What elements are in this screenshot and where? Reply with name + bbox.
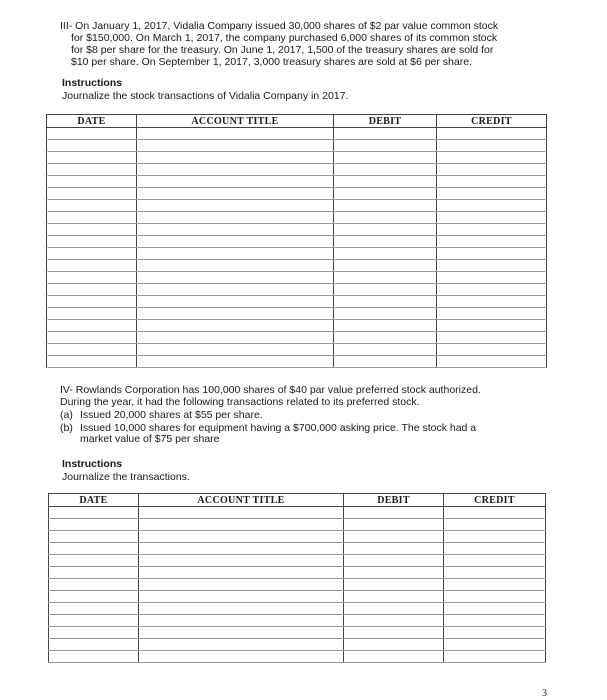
journal-row xyxy=(47,140,547,152)
debit-cell[interactable] xyxy=(334,212,437,224)
transaction-b-marker: (b) xyxy=(60,421,73,434)
journal-row xyxy=(47,176,547,188)
journal-row xyxy=(47,320,547,332)
account-title-cell[interactable] xyxy=(137,224,334,236)
journal-row xyxy=(47,248,547,260)
debit-cell[interactable] xyxy=(344,627,444,639)
journal-row xyxy=(47,296,547,308)
credit-cell[interactable] xyxy=(437,236,547,248)
transaction-a-marker: (a) xyxy=(60,409,73,421)
journal-table-2 xyxy=(48,493,546,663)
journal-row xyxy=(47,308,547,320)
debit-cell[interactable] xyxy=(334,308,437,320)
date-cell[interactable] xyxy=(49,507,139,519)
journal-row xyxy=(47,236,547,248)
problem-3-line-2: for $150,000. On March 1, 2017, the company purchased 6,000 shares of its common stock xyxy=(71,32,498,44)
journal-row xyxy=(49,639,546,651)
journal-row xyxy=(49,519,546,531)
problem-3-line-4: $10 per share. On September 1, 2017, 3,000 treasury shares are sold at $6 per share. xyxy=(71,56,472,68)
problem-4-instructions-label: Instructions xyxy=(62,458,123,470)
account-title-cell[interactable] xyxy=(137,152,334,164)
account-title-cell[interactable] xyxy=(139,579,344,591)
credit-cell[interactable] xyxy=(437,260,547,272)
problem-3-instructions-label: Instructions xyxy=(62,77,123,89)
problem-3-line-1: III- On January 1, 2017, Vidalia Company issued 30,000 shares of $2 par value common stock xyxy=(60,20,499,32)
date-cell[interactable] xyxy=(47,320,137,332)
credit-cell[interactable] xyxy=(437,284,547,296)
credit-cell[interactable] xyxy=(444,579,546,591)
credit-cell[interactable] xyxy=(437,272,547,284)
problem-3-line-3: for $8 per share for the treasury. On June 1, 2017, 1,500 of the treasury shares are sold for xyxy=(71,44,494,56)
debit-cell[interactable] xyxy=(344,567,444,579)
debit-cell[interactable] xyxy=(334,164,437,176)
date-cell[interactable] xyxy=(49,567,139,579)
journal-row xyxy=(49,555,546,567)
account-title-cell[interactable] xyxy=(137,296,334,308)
debit-cell[interactable] xyxy=(344,507,444,519)
debit-cell[interactable] xyxy=(334,200,437,212)
journal-row xyxy=(47,212,547,224)
credit-cell[interactable] xyxy=(444,531,546,543)
journal-row xyxy=(49,531,546,543)
problem-4-line-1: IV- Rowlands Corporation has 100,000 shares of $40 par value preferred stock authorized. xyxy=(60,384,481,396)
date-cell[interactable] xyxy=(47,224,137,236)
debit-cell[interactable] xyxy=(344,543,444,555)
debit-cell[interactable] xyxy=(334,140,437,152)
credit-cell[interactable] xyxy=(444,639,546,651)
debit-cell[interactable] xyxy=(334,236,437,248)
date-cell[interactable] xyxy=(47,332,137,344)
debit-header: DEBIT xyxy=(334,115,437,128)
date-cell[interactable] xyxy=(49,543,139,555)
account-title-cell[interactable] xyxy=(137,284,334,296)
date-cell[interactable] xyxy=(49,651,139,663)
account-title-cell[interactable] xyxy=(137,356,334,368)
credit-cell[interactable] xyxy=(444,627,546,639)
problem-3-instructions-text: Journalize the stock transactions of Vidalia Company in 2017. xyxy=(62,90,349,102)
journal-table-2-header xyxy=(49,494,546,507)
account-title-cell[interactable] xyxy=(139,555,344,567)
debit-cell[interactable] xyxy=(334,248,437,260)
account-title-cell[interactable] xyxy=(139,651,344,663)
problem-4-line-2: During the year, it had the following transactions related to its preferred stock. xyxy=(60,396,420,408)
journal-row xyxy=(49,507,546,519)
debit-cell[interactable] xyxy=(334,296,437,308)
account-title-cell[interactable] xyxy=(139,543,344,555)
credit-cell[interactable] xyxy=(437,224,547,236)
journal-table-1-body xyxy=(47,128,547,368)
account-title-cell[interactable] xyxy=(137,200,334,212)
journal-table-2-body xyxy=(49,507,546,663)
problem-4-text xyxy=(60,384,580,408)
journal-row xyxy=(47,356,547,368)
credit-cell[interactable] xyxy=(444,507,546,519)
account-title-cell[interactable] xyxy=(139,603,344,615)
journal-row xyxy=(47,128,547,140)
date-cell[interactable] xyxy=(49,579,139,591)
date-cell[interactable] xyxy=(47,236,137,248)
date-cell[interactable] xyxy=(49,627,139,639)
transaction-a xyxy=(60,410,510,422)
date-cell[interactable] xyxy=(47,284,137,296)
debit-cell[interactable] xyxy=(344,579,444,591)
debit-cell[interactable] xyxy=(344,519,444,531)
journal-row xyxy=(47,332,547,344)
credit-cell[interactable] xyxy=(437,356,547,368)
date-cell[interactable] xyxy=(47,152,137,164)
journal-row xyxy=(49,567,546,579)
date-header: DATE xyxy=(49,494,139,507)
debit-cell[interactable] xyxy=(334,272,437,284)
debit-cell[interactable] xyxy=(344,603,444,615)
credit-cell[interactable] xyxy=(444,543,546,555)
date-cell[interactable] xyxy=(47,140,137,152)
account-title-cell[interactable] xyxy=(139,567,344,579)
account-title-cell[interactable] xyxy=(137,260,334,272)
journal-table-1 xyxy=(46,114,547,368)
date-cell[interactable] xyxy=(47,260,137,272)
credit-cell[interactable] xyxy=(437,176,547,188)
date-cell[interactable] xyxy=(47,308,137,320)
credit-cell[interactable] xyxy=(437,188,547,200)
credit-cell[interactable] xyxy=(444,555,546,567)
page-number: 3 xyxy=(542,688,547,699)
account-title-cell[interactable] xyxy=(137,332,334,344)
journal-row xyxy=(49,579,546,591)
debit-cell[interactable] xyxy=(334,320,437,332)
journal-row xyxy=(47,272,547,284)
credit-cell[interactable] xyxy=(444,651,546,663)
date-cell[interactable] xyxy=(47,212,137,224)
journal-row xyxy=(47,164,547,176)
problem-3-text xyxy=(60,20,560,68)
transaction-b xyxy=(60,423,510,446)
debit-cell[interactable] xyxy=(344,591,444,603)
account-title-cell[interactable] xyxy=(137,248,334,260)
debit-cell[interactable] xyxy=(334,188,437,200)
date-cell[interactable] xyxy=(47,164,137,176)
credit-cell[interactable] xyxy=(437,212,547,224)
date-cell[interactable] xyxy=(47,296,137,308)
credit-cell[interactable] xyxy=(437,320,547,332)
account-title-cell[interactable] xyxy=(137,164,334,176)
credit-cell[interactable] xyxy=(437,152,547,164)
date-cell[interactable] xyxy=(47,176,137,188)
credit-cell[interactable] xyxy=(437,344,547,356)
credit-cell[interactable] xyxy=(437,248,547,260)
account-title-cell[interactable] xyxy=(139,507,344,519)
credit-cell[interactable] xyxy=(444,567,546,579)
account-title-cell[interactable] xyxy=(137,176,334,188)
account-title-cell[interactable] xyxy=(139,531,344,543)
journal-table-1-header xyxy=(47,115,547,128)
problem-4-instructions-text: Journalize the transactions. xyxy=(62,471,190,483)
debit-cell[interactable] xyxy=(334,332,437,344)
account-title-cell[interactable] xyxy=(137,344,334,356)
debit-cell[interactable] xyxy=(344,531,444,543)
debit-cell[interactable] xyxy=(334,344,437,356)
debit-cell[interactable] xyxy=(334,224,437,236)
debit-cell[interactable] xyxy=(344,639,444,651)
date-cell[interactable] xyxy=(49,615,139,627)
journal-row xyxy=(47,188,547,200)
account-title-cell[interactable] xyxy=(137,272,334,284)
credit-header: CREDIT xyxy=(437,115,547,128)
credit-cell[interactable] xyxy=(444,591,546,603)
date-cell[interactable] xyxy=(47,356,137,368)
date-cell[interactable] xyxy=(47,188,137,200)
transaction-a-text: Issued 20,000 shares at $55 per share. xyxy=(80,409,263,421)
account-title-cell[interactable] xyxy=(137,188,334,200)
account-title-header: ACCOUNT TITLE xyxy=(137,115,334,128)
problem-4-transaction-list xyxy=(60,410,510,447)
account-title-cell[interactable] xyxy=(137,212,334,224)
credit-cell[interactable] xyxy=(444,519,546,531)
account-title-cell[interactable] xyxy=(137,308,334,320)
date-cell[interactable] xyxy=(47,272,137,284)
journal-row xyxy=(47,152,547,164)
credit-header: CREDIT xyxy=(444,494,546,507)
account-title-cell[interactable] xyxy=(137,128,334,140)
journal-row xyxy=(49,543,546,555)
credit-cell[interactable] xyxy=(437,296,547,308)
journal-row xyxy=(47,224,547,236)
journal-row xyxy=(47,344,547,356)
account-title-cell[interactable] xyxy=(139,519,344,531)
credit-cell[interactable] xyxy=(437,140,547,152)
date-cell[interactable] xyxy=(49,603,139,615)
account-title-header: ACCOUNT TITLE xyxy=(139,494,344,507)
transaction-b-text: Issued 10,000 shares for equipment having a $700,000 asking price. The stock had a market value of $75 per share xyxy=(80,421,477,445)
date-cell[interactable] xyxy=(47,128,137,140)
date-cell[interactable] xyxy=(49,591,139,603)
date-cell[interactable] xyxy=(47,248,137,260)
journal-row xyxy=(47,260,547,272)
date-cell[interactable] xyxy=(49,555,139,567)
debit-cell[interactable] xyxy=(334,356,437,368)
account-title-cell[interactable] xyxy=(139,615,344,627)
account-title-cell[interactable] xyxy=(137,236,334,248)
account-title-cell[interactable] xyxy=(137,140,334,152)
journal-row xyxy=(49,615,546,627)
journal-row xyxy=(47,284,547,296)
debit-cell[interactable] xyxy=(334,128,437,140)
debit-cell[interactable] xyxy=(334,152,437,164)
journal-row xyxy=(49,591,546,603)
account-title-cell[interactable] xyxy=(137,320,334,332)
credit-cell[interactable] xyxy=(437,164,547,176)
debit-header: DEBIT xyxy=(344,494,444,507)
credit-cell[interactable] xyxy=(444,603,546,615)
debit-cell[interactable] xyxy=(344,651,444,663)
debit-cell[interactable] xyxy=(334,260,437,272)
journal-row xyxy=(49,627,546,639)
account-title-cell[interactable] xyxy=(139,591,344,603)
account-title-cell[interactable] xyxy=(139,639,344,651)
debit-cell[interactable] xyxy=(334,284,437,296)
credit-cell[interactable] xyxy=(437,128,547,140)
date-cell[interactable] xyxy=(47,200,137,212)
debit-cell[interactable] xyxy=(344,615,444,627)
date-cell[interactable] xyxy=(49,639,139,651)
journal-row xyxy=(49,651,546,663)
journal-row xyxy=(47,200,547,212)
credit-cell[interactable] xyxy=(437,332,547,344)
journal-row xyxy=(49,603,546,615)
date-cell[interactable] xyxy=(49,519,139,531)
date-cell[interactable] xyxy=(47,344,137,356)
credit-cell[interactable] xyxy=(444,615,546,627)
date-header: DATE xyxy=(47,115,137,128)
credit-cell[interactable] xyxy=(437,200,547,212)
debit-cell[interactable] xyxy=(344,555,444,567)
credit-cell[interactable] xyxy=(437,308,547,320)
account-title-cell[interactable] xyxy=(139,627,344,639)
debit-cell[interactable] xyxy=(334,176,437,188)
date-cell[interactable] xyxy=(49,531,139,543)
